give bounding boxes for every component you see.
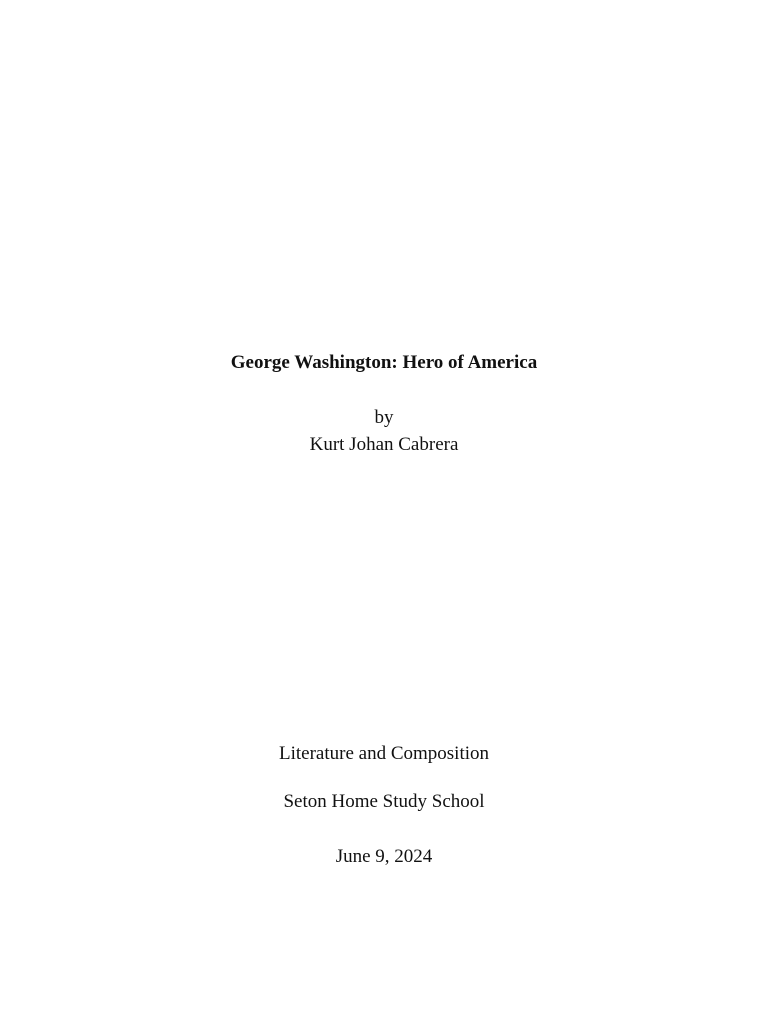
author-name: Kurt Johan Cabrera <box>309 434 459 455</box>
document-date: June 9, 2024 <box>335 846 433 867</box>
school-name: Seton Home Study School <box>283 791 485 812</box>
course-name: Literature and Composition <box>278 743 489 764</box>
document-title: George Washington: Hero of America <box>230 352 538 373</box>
byline: by <box>374 407 394 428</box>
